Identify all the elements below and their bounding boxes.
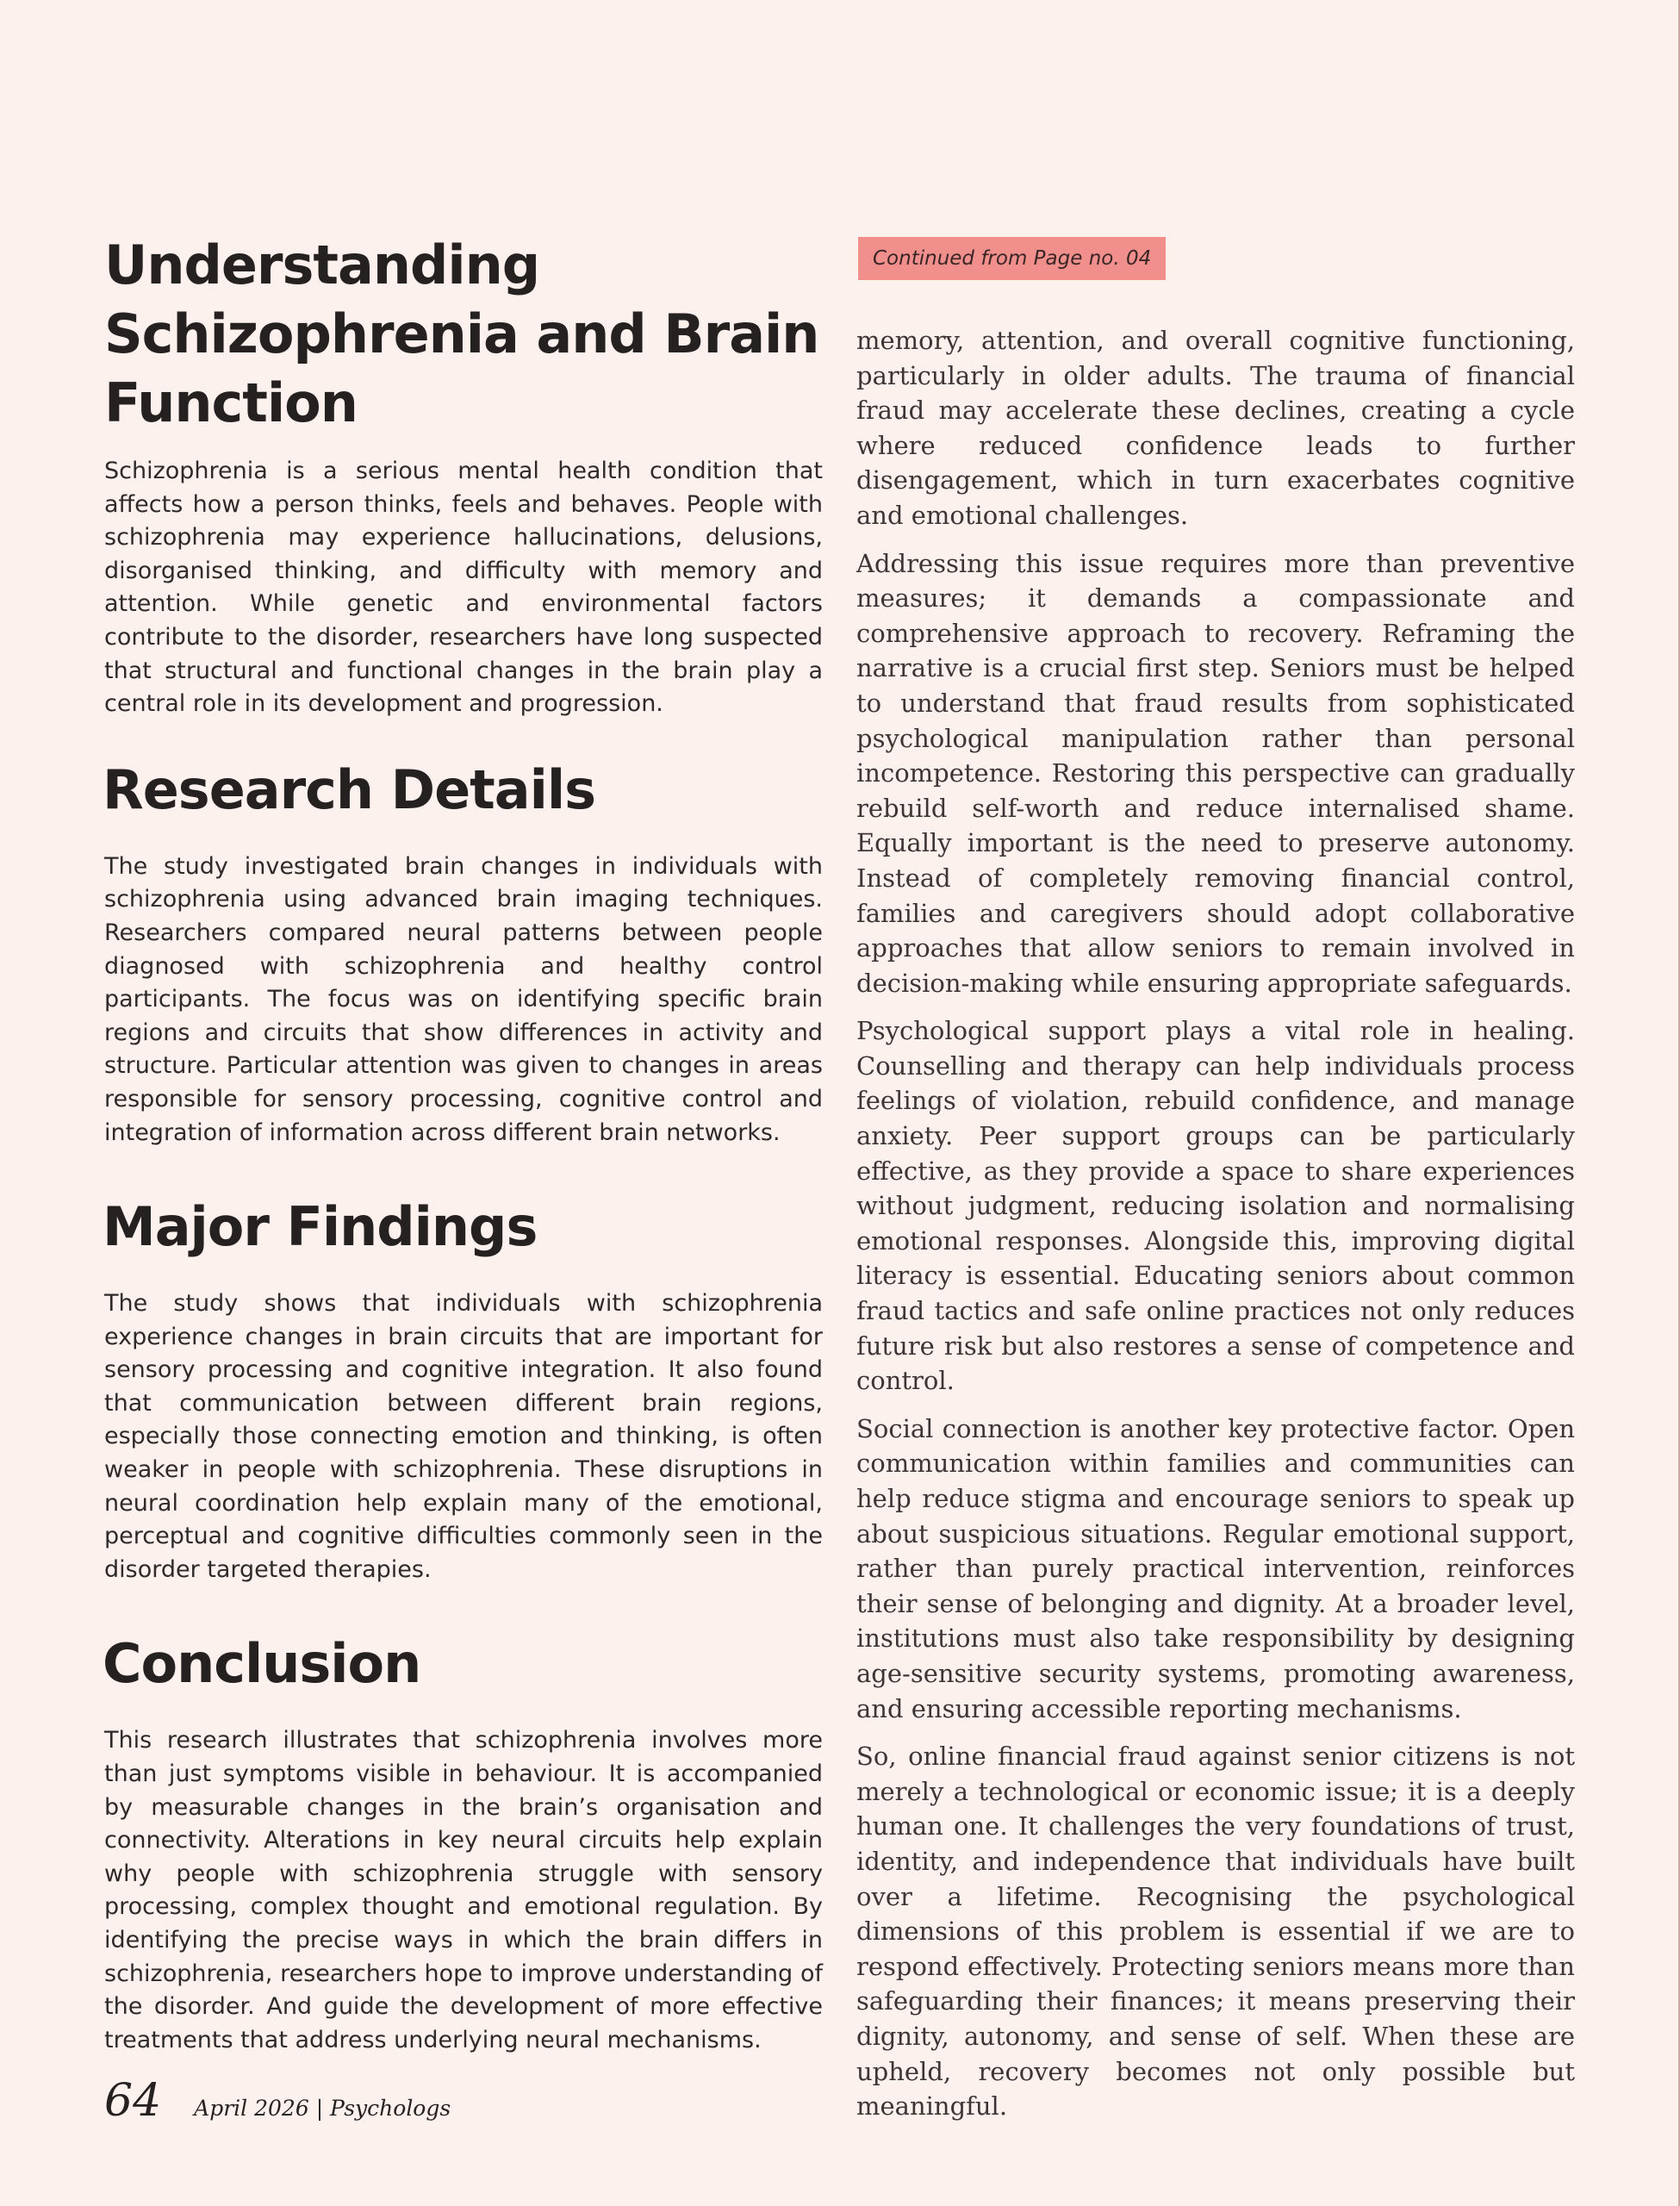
conclusion-paragraph: This research illustrates that schizophrenia involves more than just symptoms visible in behaviour. It is accompanied by measurable changes in the brain’s organisation and connectivity. Alterations in key neural circuits help explain why people with schizophrenia struggle with sensory processing, complex thought and emotional regulation. By identifying the precise ways in which the brain differs in schizophrenia, researchers hope to improve understanding of the disorder. And guide the development of more effective treatments that address underlying neural mechanisms.: [104, 1727, 823, 2053]
right-column: [856, 237, 1575, 2137]
issue-label: April 2026 | Psychologs: [194, 2096, 451, 2121]
continued-paragraph: Psychological support plays a vital role in healing. Counselling and therapy can help individuals process feelings of violation, rebuild confidence, and manage anxiety. Peer support groups can be particularly effective, as they provide a space to share experiences without judgment, reducing isolation and normalising emotional responses. Alongside this, improving digital literacy is essential. Educating seniors about common fraud tactics and safe online practices not only reduces future risk but also restores a sense of competence and control.: [856, 1016, 1575, 1396]
major-findings-heading: Major Findings: [103, 1195, 538, 1259]
continued-from-tag: Continued from Page no. 04: [858, 237, 1166, 280]
page-number: 64: [104, 2075, 162, 2127]
article-title: Understanding Schizophrenia and Brain Function: [104, 234, 819, 434]
research-details-paragraph: The study investigated brain changes in individuals with schizophrenia using advanced brain imaging techniques. Researchers compared neural patterns between people diagnosed with schizophrenia and healthy control participants. The focus was on identifying specific brain regions and circuits that show differences in activity and structure. Particular attention was given to changes in areas responsible for sensory processing, cognitive control and integration of information across different brain networks.: [104, 852, 823, 1146]
continued-paragraph: memory, attention, and overall cognitive functioning, particularly in older adults. The trauma of financial fraud may accelerate these declines, creating a cycle where reduced confidence leads to further disengagement, which in turn exacerbates cognitive and emotional challenges.: [856, 326, 1575, 530]
page-footer: [104, 2075, 451, 2135]
left-column: [104, 231, 823, 2057]
conclusion-heading: Conclusion: [103, 1632, 421, 1696]
continued-paragraph: Addressing this issue requires more than preventive measures; it demands a compassionate and comprehensive approach to recovery. Reframing the narrative is a crucial first step. Seniors must be helped to understand that fraud results from sophisticated psychological manipulation rather than personal incompetence. Restoring this perspective can gradually rebuild self-worth and reduce internalised shame. Equally important is the need to preserve autonomy. Instead of completely removing financial control, families and caregivers should adopt collaborative approaches that allow seniors to remain involved in decision-making while ensuring appropriate safeguards.: [856, 548, 1575, 998]
continued-paragraph: So, online financial fraud against senior citizens is not merely a technological or economic issue; it is a deeply human one. It challenges the very foundations of trust, identity, and independence that individuals have built over a lifetime. Recognising the psychological dimensions of this problem is essential if we are to respond effectively. Protecting seniors means more than safeguarding their finances; it means preserving their dignity, autonomy, and sense of self. When these are upheld, recovery becomes not only possible but meaningful.: [856, 1742, 1575, 2122]
continued-paragraph: Social connection is another key protective factor. Open communication within families and communities can help reduce stigma and encourage seniors to speak up about suspicious situations. Regular emotional support, rather than purely practical intervention, reinforces their sense of belonging and dignity. At a broader level, institutions must also take responsibility by designing age-sensitive security systems, promoting awareness, and ensuring accessible reporting mechanisms.: [856, 1413, 1575, 1723]
major-findings-paragraph: The study shows that individuals with schizophrenia experience changes in brain circuits that are important for sensory processing and cognitive integration. It also found that communication between different brain regions, especially those connecting emotion and thinking, is often weaker in people with schizophrenia. These disruptions in neural coordination help explain many of the emotional, perceptual and cognitive difficulties commonly seen in the disorder targeted therapies.: [104, 1290, 823, 1583]
research-details-heading: Research Details: [103, 757, 596, 821]
intro-paragraph: Schizophrenia is a serious mental health condition that affects how a person thinks, feels and behaves. People with schizophrenia may experience hallucinations, delusions, disorganised thinking, and difficulty with memory and attention. While genetic and environmental factors contribute to the disorder, researchers have long suspected that structural and functional changes in the brain play a central role in its development and progression.: [104, 458, 823, 718]
